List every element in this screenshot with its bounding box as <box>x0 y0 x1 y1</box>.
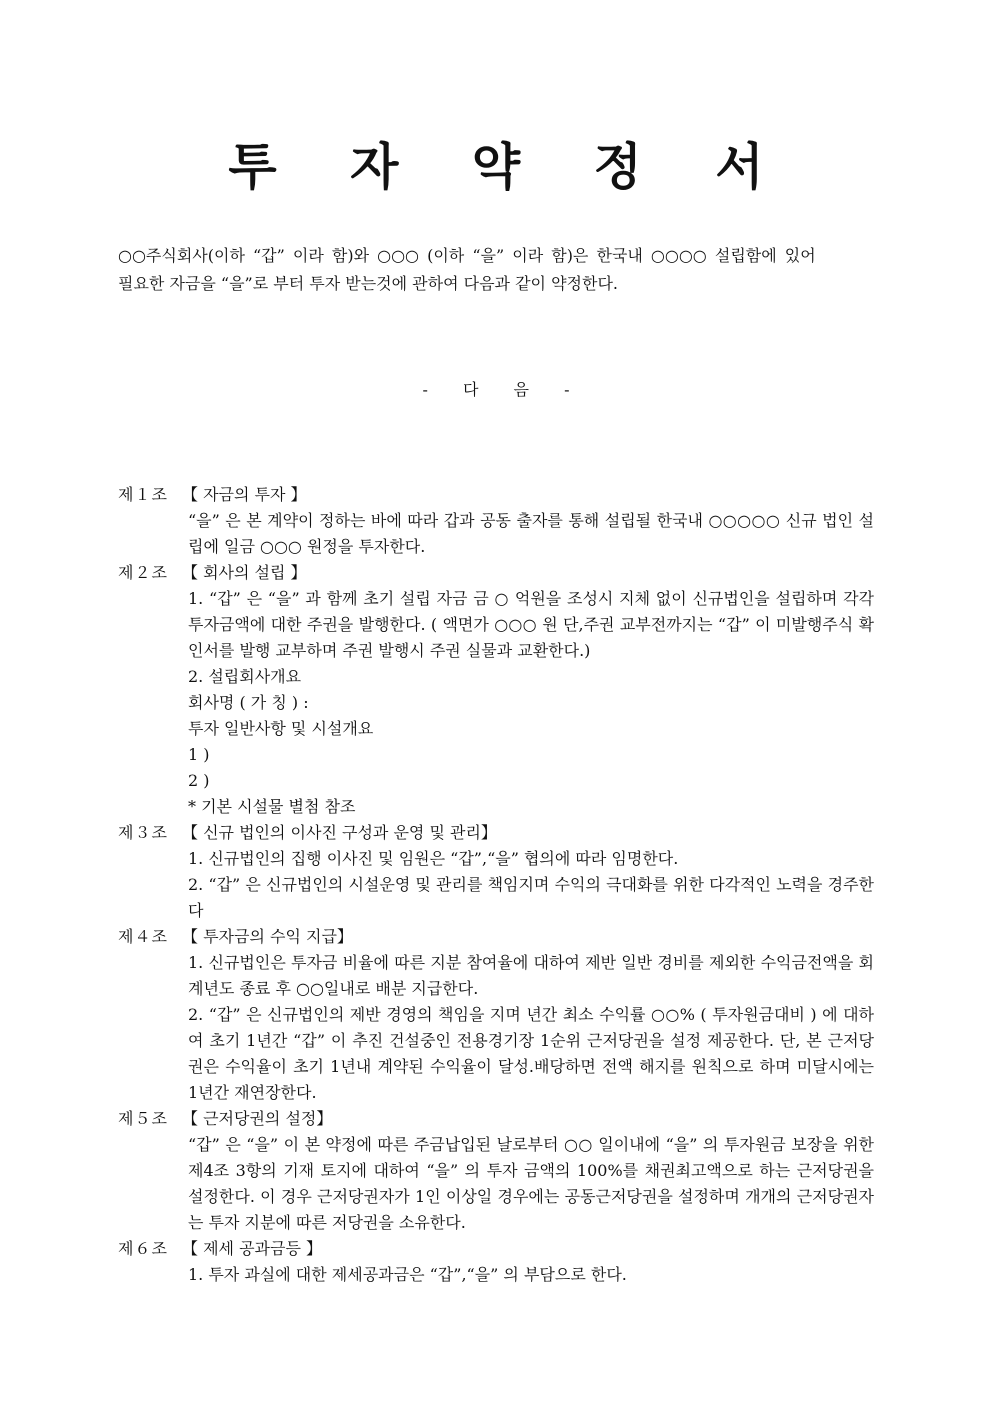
article-title: 【 회사의 설립 】 <box>182 563 307 582</box>
clause-text: 2. 설립회사개요 <box>188 667 302 686</box>
clause-text: “갑” 은 “을” 이 본 약정에 따른 주금납입된 날로부터 ○○ 일이내에 “을” 의 투자원금 보장을 위한 제4조 3항의 기재 토지에 대하여 “을” 의 투자 금액의 100%를 채권최고액으로 하는 근저당권을 설정한다. 이 경우 근저당권자가 1인 이상일 경우에는 공동근저당권을 설정하며 개개의 근저당권자는 투자 지분에 따른 저당권을 소유한다. <box>188 1135 874 1232</box>
intro-paragraph <box>118 242 874 298</box>
clause-text: 회사명 ( 가 칭 ) : <box>188 693 309 712</box>
article-heading <box>118 560 878 586</box>
article-body <box>188 586 874 820</box>
article-5 <box>118 1106 878 1236</box>
article-body <box>188 1132 874 1236</box>
article-title: 【 자금의 투자 】 <box>182 485 307 504</box>
article-number: 제４조 <box>118 927 168 946</box>
clause-text: “을” 은 본 계약이 정하는 바에 따라 갑과 공동 출자를 통해 설립될 한국내 ○○○○○ 신규 법인 설립에 일금 ○○○ 원정을 투자한다. <box>188 511 874 556</box>
section-separator: - 다 음 - <box>422 380 570 399</box>
clause-text: 2 ) <box>188 771 210 790</box>
article-heading <box>118 1236 878 1262</box>
article-3 <box>118 820 878 924</box>
article-number: 제１조 <box>118 485 168 504</box>
article-number: 제６조 <box>118 1239 168 1258</box>
clause-text: 1. 투자 과실에 대한 제세공과금은 “갑”,“을” 의 부담으로 한다. <box>188 1265 627 1284</box>
article-title: 【 근저당권의 설정】 <box>182 1109 333 1128</box>
article-number: 제５조 <box>118 1109 168 1128</box>
intro-line: ○○주식회사(이하 “갑” 이라 함)와 ○○○ (이하 “을” 이라 함)은 한국내 ○○○○ 설립함에 있어 <box>118 246 816 265</box>
article-title: 【 신규 법인의 이사진 구성과 운영 및 관리】 <box>182 823 497 842</box>
article-body <box>188 950 874 1106</box>
article-body <box>188 508 874 560</box>
clause-text: 2. “갑” 은 신규법인의 제반 경영의 책임을 지며 년간 최소 수익률 ○○% ( 투자원금대비 ) 에 대하여 초기 1년간 “갑” 이 추진 건설중인 전용경기장 1순위 근저당권을 설정 제공한다. 단, 본 근저당권은 수익율이 초기 1년내 계약된 수익율이 달성.배당하면 전액 해지를 원칙으로 하며 미달시에는 1년간 재연장한다. <box>188 1005 874 1102</box>
document-title: 투 자 약 정 서 <box>228 138 792 196</box>
article-heading <box>118 924 878 950</box>
article-title: 【 투자금의 수익 지급】 <box>182 927 353 946</box>
article-heading <box>118 482 878 508</box>
clause-text: 1 ) <box>188 745 210 764</box>
article-body <box>188 1262 874 1288</box>
clause-text: 1. “갑” 은 “을” 과 함께 초기 설립 자금 금 ○ 억원을 조성시 지체 없이 신규법인을 설립하며 각각 투자금액에 대한 주권을 발행한다. ( 액면가 ○○○ 원 단,주권 교부전까지는 “갑” 이 미발행주식 확인서를 발행 교부하며 주권 발행시 주권 실물과 교환한다.) <box>188 589 874 660</box>
article-4 <box>118 924 878 1106</box>
article-number: 제３조 <box>118 823 168 842</box>
article-list <box>118 482 878 1288</box>
article-6 <box>118 1236 878 1288</box>
article-number: 제２조 <box>118 563 168 582</box>
intro-line: 필요한 자금을 “을”로 부터 투자 받는것에 관하여 다음과 같이 약정한다. <box>118 274 618 293</box>
article-heading <box>118 1106 878 1132</box>
article-title: 【 제세 공과금등 】 <box>182 1239 322 1258</box>
clause-text: * 기본 시설물 별첨 참조 <box>188 797 356 816</box>
clause-text: 1. 신규법인의 집행 이사진 및 임원은 “갑”,“을” 협의에 따라 임명한다. <box>188 849 679 868</box>
clause-text: 투자 일반사항 및 시설개요 <box>188 719 374 738</box>
clause-text: 2. “갑” 은 신규법인의 시설운영 및 관리를 책임지며 수익의 극대화를 위한 다각적인 노력을 경주한다 <box>188 875 874 920</box>
article-body <box>188 846 874 924</box>
article-1 <box>118 482 878 560</box>
article-heading <box>118 820 878 846</box>
article-2 <box>118 560 878 820</box>
clause-text: 1. 신규법인은 투자금 비율에 따른 지분 참여율에 대하여 제반 일반 경비를 제외한 수익금전액을 회계년도 종료 후 ○○일내로 배분 지급한다. <box>188 953 874 998</box>
